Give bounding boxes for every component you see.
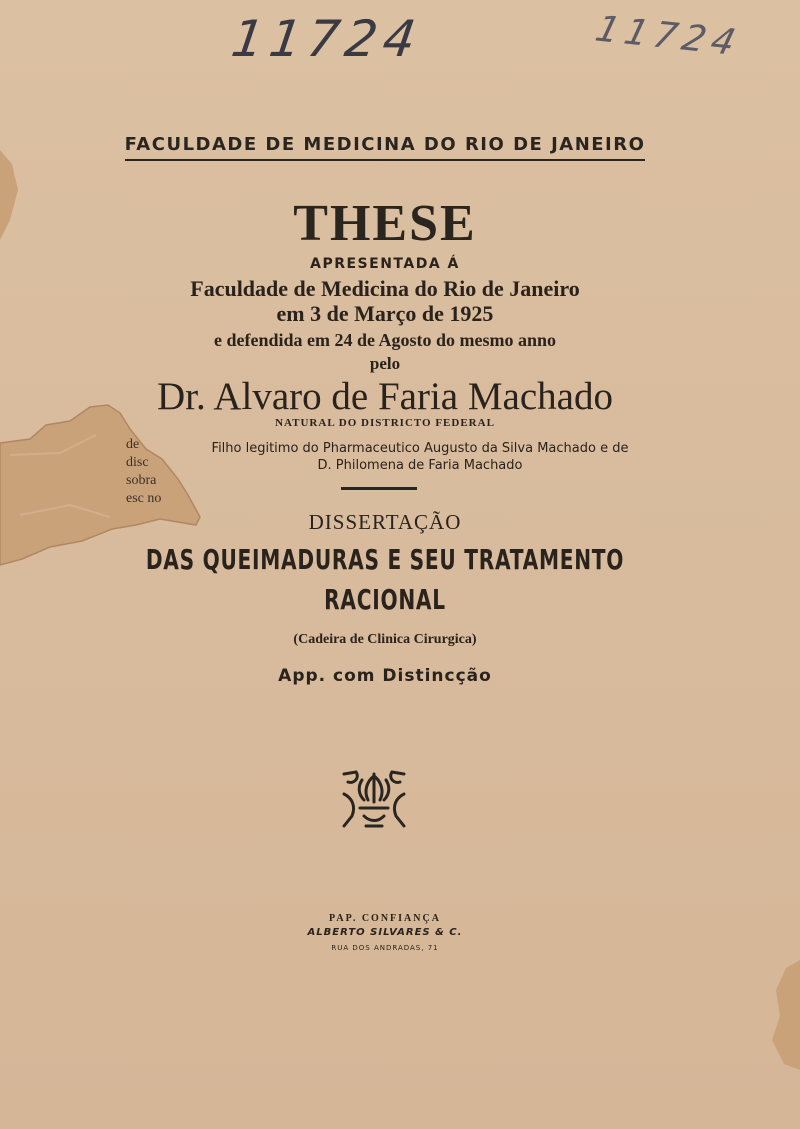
printer-name: PAP. CONFIANÇA	[329, 913, 441, 924]
handwritten-catalog-number-right: 11724	[591, 8, 746, 65]
filiation-line-1: Filho legitimo do Pharmaceutico Augusto da Silva Machado e de	[211, 441, 629, 456]
author-name: Dr. Alvaro de Faria Machado	[157, 375, 613, 418]
divider-rule	[341, 487, 417, 490]
dissertation-title-line-1: DAS QUEIMADURAS E SEU TRATAMENTO	[145, 543, 625, 576]
by-label: pelo	[369, 354, 401, 373]
printer-company: ALBERTO SILVARES & C.	[307, 927, 463, 938]
presented-to-label: APRESENTADA Á	[310, 256, 460, 272]
dissertation-title-line-2: RACIONAL	[324, 583, 446, 616]
author-origin: NATURAL DO DISTRICTO FEDERAL	[275, 417, 495, 429]
filiation-line-2: D. Philomena de Faria Machado	[317, 458, 523, 473]
torn-edge-left	[0, 150, 20, 240]
these-title: THESE	[293, 195, 477, 252]
faculty-header-text: FACULDADE DE MEDICINA DO RIO DE JANEIRO	[125, 134, 646, 161]
printer-address: RUA DOS ANDRADAS, 71	[331, 944, 439, 952]
approval-note: App. com Distincção	[278, 666, 492, 686]
torn-fragment-line-1: de	[126, 437, 140, 452]
torn-fragment-text	[126, 436, 161, 508]
torn-paper-damage	[0, 395, 210, 570]
torn-fragment-line-2: disc	[126, 455, 149, 470]
dissertation-label: DISSERTAÇÃO	[308, 510, 462, 534]
torn-edge-right	[766, 960, 800, 1070]
faculty-name-line: Faculdade de Medicina do Rio de Janeiro	[190, 276, 580, 301]
defense-date: e defendida em 24 de Agosto do mesmo anno	[213, 330, 556, 350]
handwritten-catalog-number: 11724	[227, 10, 426, 68]
torn-fragment-line-3: sobra	[126, 473, 157, 488]
faculty-header	[0, 134, 770, 161]
subject-chair: (Cadeira de Clinica Cirurgica)	[293, 632, 477, 647]
torn-fragment-line-4: esc no	[126, 491, 162, 506]
printer-ornament-icon	[340, 768, 408, 832]
presentation-date: em 3 de Março de 1925	[276, 301, 494, 326]
